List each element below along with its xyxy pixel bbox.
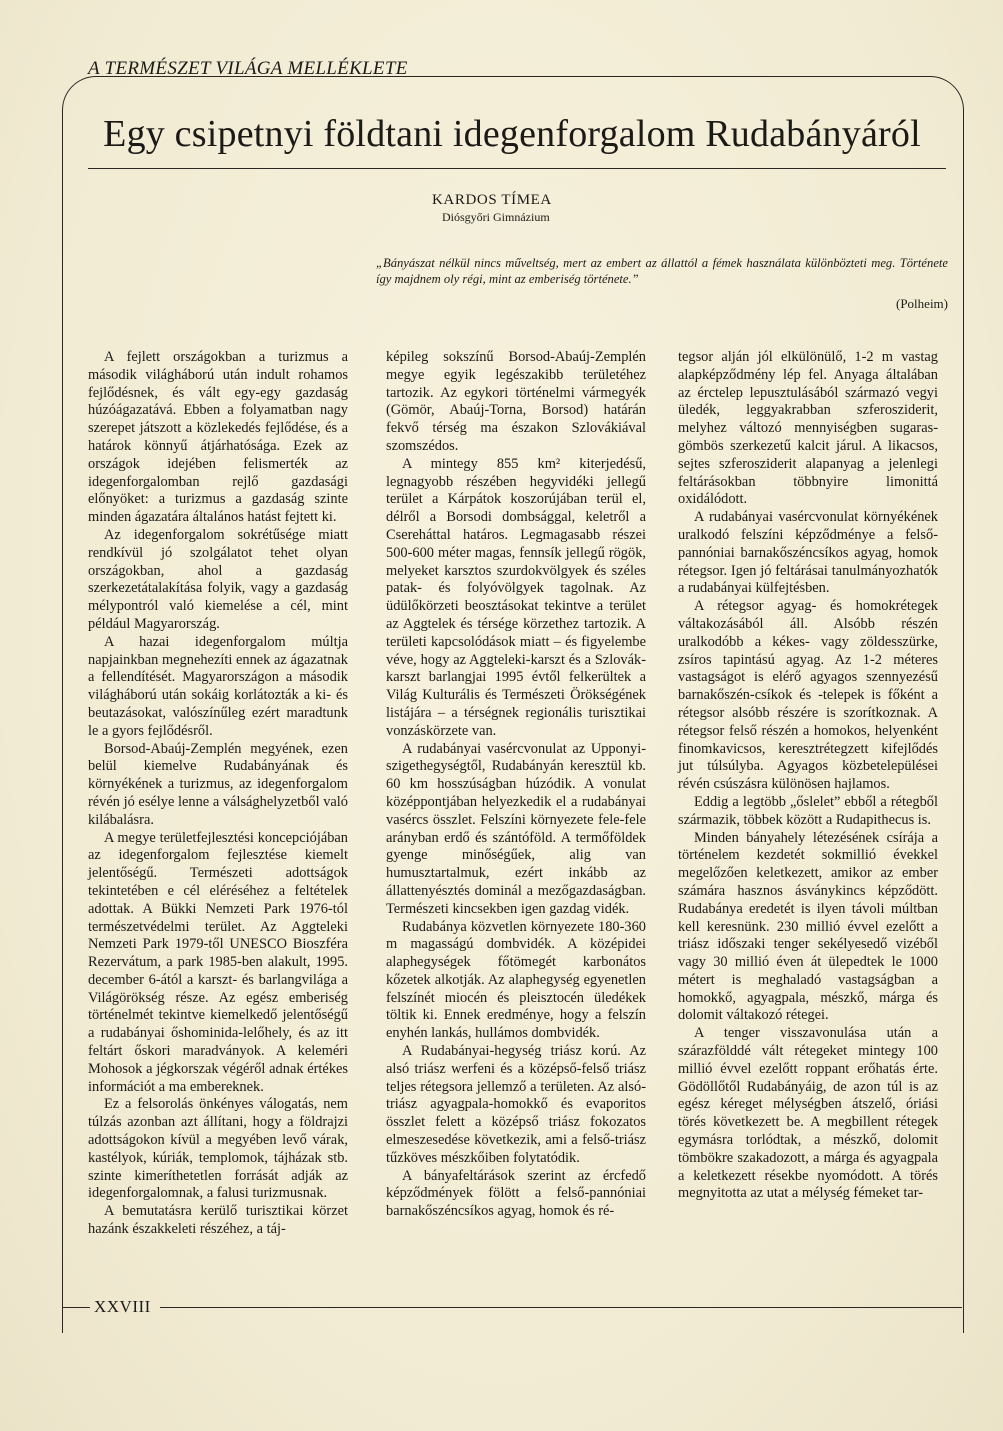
paragraph: Eddig a legtöbb „őslelet” ebből a rétegből származik, többek között a Rudapithecus is. [678,793,938,828]
paragraph: A megye területfejlesztési koncepciójában az idegenforgalom fejlesztése kiemelt jelentőségű. Természeti adottságok tekintetében e cél eléréséhez a feltételek adottak. A Bükki Nemzeti Park 1976-tól természetvédelmi terület. Az Aggteleki Nemzeti Park 1979-től UNESCO Bioszféra Rezervátum, a park 1985-ben alakult, 1995. december 6-ától a karszt- és barlangvilága a Világörökség része. Az egész emberiség történelmét tekintve kiemelkedő jelentőségű a rudabányai őshominida-lelőhely, és az itt feltárt őskori maradványok. A keleméri Mohosok a jégkorszak végéről adnak értékes információt a ma embereknek. [88,829,348,1095]
text-column-3 [678,349,938,1203]
paragraph: tegsor alján jól elkülönülő, 1-2 m vastag alapképződmény lép fel. Anyaga általában az érctelep lepusztulásából származó vegyi üledék, leggyakrabban szferosziderit, melyhez változó mennyiségben sugaras-gömbös szerkezetű kalcit járul. A likacsos, sejtes szferosziderit alapanyag a jelenlegi feltárásokban többnyire limonittá oxidálódott. [678,349,938,508]
text-column-1 [88,349,348,1239]
frame-bottom-rule [160,1307,962,1308]
paragraph: A rudabányai vasércvonulat környékének uralkodó felszíni képződménye a felső-pannóniai barnakőszéncsíkos agyag, homok rétegsor. Igen jó feltárásai tanulmányozhatók a rudabányai külfejtésben. [678,509,938,597]
author-name: KARDOS TÍMEA [432,192,552,208]
paragraph: A hazai idegenforgalom múltja napjainkban megnehezíti ennek az ágazatnak a fellendítését. Magyarországon a második világháború után sokáig korlátozták a ki- és beutazásokat, valószínűleg ezért maradtunk le a gyors fejlődésről. [88,633,348,739]
paragraph: A rudabányai vasércvonulat az Upponyi-szigethegységtől, Rudabányán keresztül kb. 60 km hosszúságban húzódik. A vonulat középpontjában helyezkedik el a rudabányai vasércs összlet. Felszíni környezete fele-fele arányban erdő és szántóföld. A termőföldek gyenge minőségűek, alig van humusztartalmuk, ezért inkább az állattenyésztés dominál a mezőgazdaságban. Természeti kincsekben igen gazdag vidék. [386,740,646,917]
motto-quote: „Bányászat nélkül nincs műveltség, mert az embert az állattól a fémek használata különbözteti meg. Története így majdnem oly régi, mint az emberiség története.” [376,256,948,286]
author-affiliation: Diósgyőri Gimnázium [442,210,550,224]
paragraph: A Rudabányai-hegység triász korú. Az alsó triász werfeni és a középső-felső triász teljes rétegsora jellemző a területen. Az alsó-triász agyagpala-homokkő és evaporitos összlet felett a középső triász fokozatos elmeszesedése következik, ami a felső-triász tűzköves mészkőiben folytatódik. [386,1043,646,1166]
motto-source: (Polheim) [896,296,948,311]
paragraph: A bányafeltárások szerint az ércfedő képződmények fölött a felső-pannóniai barnakőszéncsíkos agyag, homok és ré- [386,1167,646,1220]
paragraph: Az idegenforgalom sokrétűsége miatt rendkívül jó szolgálatot tehet olyan országokban, ahol a gazdaság szerkezetátalakítása folyik, vagy a gazdaság mélypontról való kiemelése a cél, mint például Magyarország. [88,526,348,632]
paragraph: A bemutatásra kerülő turisztikai körzet hazánk északkeleti részéhez, a táj- [88,1203,348,1238]
paragraph: A fejlett országokban a turizmus a második világháború után indult rohamos fejlődésnek, és vált egy-egy gazdaság húzóágazatává. Ebben a folyamatban nagy szerepet játszott a közlekedés fejlődése, és a határok könnyű átjárhatósága. Ezek az országok idejében felismerték az idegenforgalomban rejlő gazdasági előnyöket: a turizmus a gazdaság szinte minden ágazatára általános hatást fejtett ki. [88,349,348,526]
paragraph: képileg sokszínű Borsod-Abaúj-Zemplén megye egyik legészakibb területéhez tartozik. Az egykori történelmi vármegyék (Gömör, Abaúj-Torna, Borsod) határán fekvő térség ma északon Szlovákiával szomszédos. [386,349,646,454]
paragraph: A tenger visszavonulása után a szárazfölddé vált rétegeket mintegy 100 millió évvel ezelőtt roppant erőhatás érte. Gödöllőtől Rudabányáig, de azon túl is az egész kéreget mélységben átszelő, óriási törés következett be. A megbillent rétegek egymásra torlódtak, a mészkő, dolomit tömbökre szakadozott, a márga és agyagpala a keletkezett résekbe nyomódott. A törés megnyitotta az utat a mélység fémeket tar- [678,1025,938,1202]
page-number: XXVIII [94,1297,151,1316]
text-column-2 [386,349,646,1221]
paragraph: A rétegsor agyag- és homokrétegek váltakozásából áll. Alsóbb részén uralkodóbb a kékes- vagy zöldesszürke, zsíros tapintású agyag. Az 1-2 méteres vastagságot is elérő agyagos szennyezésű barnakőszén-csíkok és -telepek is főként a rétegsor alsóbb részére is szorítkoznak. A rétegsor felső részén a homokos, helyenként finomkavicsos, keresztrétegzett kifejlődés jut túlsúlyba. Agyagos közbetelepülései révén csúszásra különösen hajlamos. [678,598,938,793]
paragraph: A mintegy 855 km² kiterjedésű, legnagyobb részében hegyvidéki jellegű terület a Kárpátok koszorújában terül el, délről a Borsodi dombsággal, keletről a Csereháttal határos. Legmagasabb részei 500-600 méter magas, fennsík jellegű rögök, melyeket karsztos szurdokvölgyek és széles patak- és folyóvölgyek tagolnak. Az üdülőkörzeti beosztásokat tekintve a terület az Aggtelek és térsége körzethez tartozik. A területi kapcsolódások miatt – és figyelembe véve, hogy az Aggteleki-karszt és a Szlovák-karszt barlangjai 1995 évtől felkerültek a Világ Kulturális és Természeti Örökségének listájára – a térségnek regionális turisztikai vonzáskörzete van. [386,455,646,739]
paragraph: Borsod-Abaúj-Zemplén megyének, ezen belül kiemelve Rudabányának és környékének a turizmus, az idegenforgalom révén jó esélye lenne a válsághelyzetből való kilábalásra. [88,740,348,828]
paragraph: Ez a felsorolás önkényes válogatás, nem túlzás azonban azt állítani, hogy a földrajzi adottságokon kívül a megyében levő várak, kastélyok, kúriák, templomok, tájházak stb. szinte kimeríthetetlen forrását adják az idegenforgalomnak, a falusi turizmusnak. [88,1096,348,1202]
article-title: Egy csipetnyi földtani idegenforgalom Rudabányáról [103,113,921,155]
title-rule [88,168,946,169]
supplement-header: A TERMÉSZET VILÁGA MELLÉKLETE [88,58,408,79]
paragraph: Minden bányahely létezésének csírája a történelem kezdetét sokmillió évekkel megelőzően keletkezett, amikor az ember számára hasznos ásványkincs képződött. Rudabánya eredetét is ilyen távoli múltban kell keresnünk. 230 millió évvel ezelőtt a triász időszaki tenger sekélyesedő vizéből vagy 30 millió éven át ülepedtek le 1000 métert is meghaladó vastagságban a homokkő, agyagpala, mészkő, márga és dolomit váltakozó rétegei. [678,829,938,1024]
paragraph: Rudabánya közvetlen környezete 180-360 m magasságú dombvidék. A középidei alaphegységek főtömegét karbonátos kőzetek alkotják. Az alaphegység egyenetlen felszínét miocén és pleisztocén üledékek töltik ki. Ennek eredménye, hogy a felszín enyhén lankás, hullámos dombvidék. [386,918,646,1042]
frame-bottom-rule-left [62,1307,90,1308]
